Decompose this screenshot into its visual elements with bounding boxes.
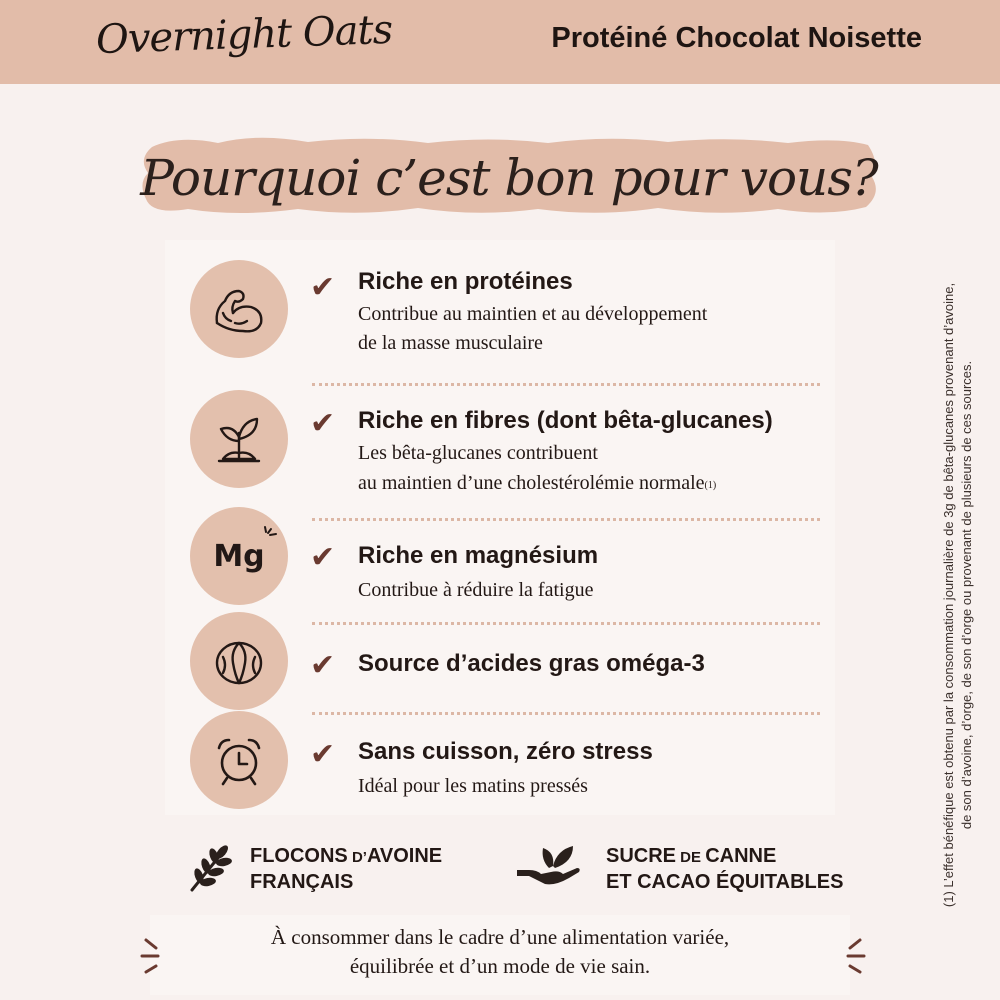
brand-name: Overnight Oats	[95, 6, 393, 64]
benefit-title: Riche en fibres (dont bêta-glucanes)	[358, 407, 773, 434]
benefit-icon-circle	[190, 711, 288, 809]
hand-leaf-icon	[515, 840, 583, 892]
dotted-divider	[312, 383, 820, 386]
benefit-icon-circle	[190, 390, 288, 488]
magnesium-icon	[213, 539, 264, 574]
headline: Pourquoi c’est bon pour vous?	[140, 149, 878, 207]
benefit-description: de la masse musculaire	[358, 332, 543, 354]
flexed-arm-icon	[209, 279, 269, 339]
benefit-title: Sans cuisson, zéro stress	[358, 738, 653, 765]
benefit-title: Riche en protéines	[358, 268, 573, 295]
footnote: (1) L’effet bénéfique est obtenu par la consommation journalière de 3g de bêta-glucanes provenant d’avoine, de son d’avoine, d’orge, de son d’orge ou provenant de plusieurs de ces sources.	[941, 282, 974, 908]
spark-lines-icon	[828, 934, 868, 984]
benefit-title: Riche en magnésium	[358, 542, 599, 569]
benefit-title: Source d’acides gras oméga-3	[358, 650, 705, 677]
check-icon: ✔	[310, 540, 336, 575]
benefit-description: Idéal pour les matins pressés	[358, 775, 588, 797]
dotted-divider	[312, 518, 820, 521]
sprout-icon	[209, 409, 269, 469]
check-icon: ✔	[310, 270, 336, 305]
dotted-divider	[312, 622, 820, 625]
magnesium-symbol: Mg	[213, 538, 265, 574]
benefit-description: au maintien d’une cholestérolémie normale$^{(1)}$	[358, 472, 717, 494]
footnote-marker: (1)	[704, 480, 717, 491]
sugar-badge-label: SUCRE DE CANNE ET CACAO ÉQUITABLES	[606, 845, 844, 893]
benefit-icon-circle	[190, 507, 288, 605]
consumption-note: À consommer dans le cadre d’une alimentation variée, équilibrée et d’un mode de vie sain.	[270, 925, 730, 978]
spark-lines-icon	[138, 934, 178, 984]
benefit-icon-circle	[190, 612, 288, 710]
benefit-icon-circle	[190, 260, 288, 358]
spark-lines-icon	[261, 525, 279, 543]
wheat-icon	[186, 840, 238, 892]
header-bar	[0, 0, 1000, 84]
dotted-divider	[312, 712, 820, 715]
walnut-icon	[209, 631, 269, 691]
check-icon: ✔	[310, 648, 336, 683]
benefit-description: Contribue au maintien et au développement	[358, 303, 708, 325]
benefit-description: Contribue à réduire la fatigue	[358, 579, 594, 601]
check-icon: ✔	[310, 406, 336, 441]
product-name: Protéiné Chocolat Noisette	[551, 22, 922, 54]
check-icon: ✔	[310, 737, 336, 772]
oats-badge-label: FLOCONS D’AVOINE FRANÇAIS	[250, 845, 443, 893]
alarm-clock-icon	[209, 730, 269, 790]
benefit-description: Les bêta-glucanes contribuent	[358, 442, 598, 464]
